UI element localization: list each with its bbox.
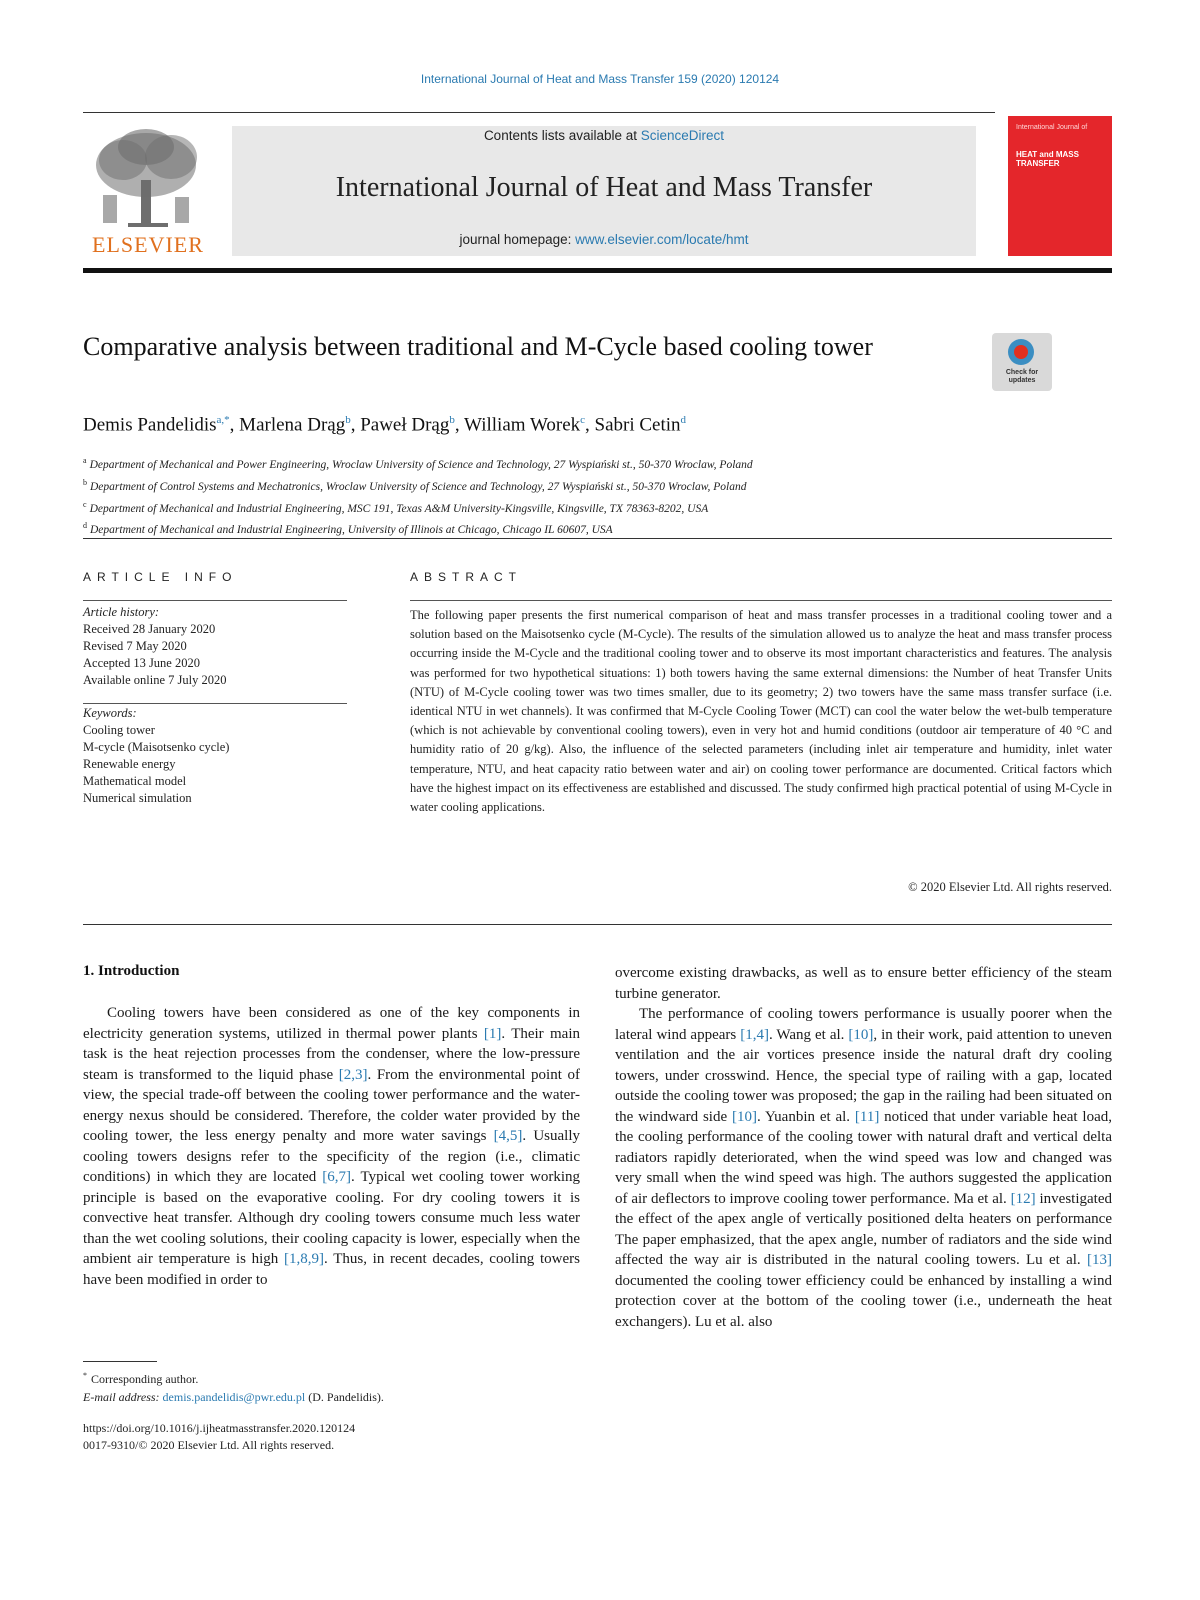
author-name[interactable]: Sabri Cetin xyxy=(594,414,681,436)
affiliation-text: Department of Mechanical and Industrial Engineering, University of Illinois at Chicago, Chicago IL 60607, USA xyxy=(90,524,613,537)
author-affiliation-marker[interactable]: d xyxy=(680,414,687,426)
abstract-heading: ABSTRACT xyxy=(410,570,523,584)
keywords-list xyxy=(83,722,347,807)
body-text: noticed that under variable heat load, the cooling performance of the cooling tower with natural draft and vertical delta radiators rapidly deteriorated, when the wind speed was low and changed was very small when the wind speed was high. The authors suggested the application of air deflectors to improve cooling tower performance. Ma et al. xyxy=(615,1108,1112,1207)
author-affiliation-marker[interactable]: b xyxy=(449,414,455,426)
homepage-prefix: journal homepage: xyxy=(459,232,576,247)
header-divider xyxy=(83,268,1112,273)
affiliation-item xyxy=(83,474,1103,496)
keyword-item: M-cycle (Maisotsenko cycle) xyxy=(83,740,230,754)
elsevier-wordmark: ELSEVIER xyxy=(92,232,204,257)
history-item: Accepted 13 June 2020 xyxy=(83,656,200,670)
body-text: . Usually cooling towers designs refer to the specificity of the region (i.e., climatic conditions) in which they are located xyxy=(83,1128,580,1185)
keywords-rule xyxy=(83,703,347,704)
affiliation-text: Department of Mechanical and Industrial Engineering, MSC 191, Texas A&M University-Kingsville, Kingsville, TX 78363-8202, USA xyxy=(89,502,709,515)
citation-link[interactable]: [10] xyxy=(731,1108,757,1125)
body-text: . Wang et al. xyxy=(768,1026,849,1043)
email-suffix: (D. Pandelidis). xyxy=(305,1390,384,1404)
body-text: investigated the effect of the apex angle of vertically positioned delta heaters on performance The paper emphasized, that the apex angle, number of radiators and the side wind affected the way air is distributed in the natural cooling towers. Lu et al. xyxy=(615,1190,1112,1268)
author-separator: , xyxy=(229,414,240,436)
contents-line xyxy=(232,128,976,143)
citation-link[interactable]: [11] xyxy=(854,1108,880,1125)
affiliation-marker: a xyxy=(83,456,87,465)
cover-title: HEAT and MASS TRANSFER xyxy=(1016,150,1079,168)
affiliation-list xyxy=(83,452,1103,539)
author-affiliation-marker[interactable]: a,* xyxy=(216,414,230,426)
citation-link[interactable]: [6,7] xyxy=(322,1169,351,1185)
body-paragraph xyxy=(615,963,1112,1004)
doi-block xyxy=(83,1420,583,1454)
affiliation-marker: d xyxy=(83,521,87,531)
email-note xyxy=(83,1388,583,1406)
affiliation-marker: b xyxy=(83,477,87,487)
journal-masthead xyxy=(232,126,976,256)
journal-homepage-link[interactable]: www.elsevier.com/locate/hmt xyxy=(575,232,749,247)
abstract-divider xyxy=(83,924,1112,925)
body-column-left xyxy=(83,1003,580,1290)
body-text: . Yuanbin et al. xyxy=(756,1108,855,1125)
body-text: . Typical wet cooling tower working principle is based on the evaporative cooling. For dry cooling towers it is convective heat transfer. Although dry cooling towers consume much less water than the wet cooling solutions, their cooling capacity is lower, especially when the ambient air temperature is high xyxy=(83,1169,580,1267)
footnote-marker: * xyxy=(83,1371,87,1380)
author-affiliation-marker[interactable]: b xyxy=(345,414,351,426)
affiliation-divider xyxy=(83,538,1112,539)
author-affiliation-marker[interactable]: c xyxy=(580,414,586,426)
crossmark-icon-center xyxy=(1014,345,1028,359)
history-label: Article history: xyxy=(83,605,160,619)
history-item: Revised 7 May 2020 xyxy=(83,639,187,653)
homepage-line xyxy=(232,232,976,247)
cover-small-text: International Journal of xyxy=(1016,124,1088,131)
body-text: Cooling towers have been considered as one of the key components in electricity generation systems, utilized in thermal power plants xyxy=(83,1005,580,1042)
author-name[interactable]: Marlena Drąg xyxy=(239,414,346,436)
article-info-heading: ARTICLE INFO xyxy=(83,570,238,584)
crossmark-icon xyxy=(1008,339,1034,365)
history-item: Available online 7 July 2020 xyxy=(83,673,227,687)
keywords-block xyxy=(83,705,347,807)
affiliation-text: Department of Mechanical and Power Engineering, Wroclaw University of Science and Technology, 27 Wyspiański st., 50-370 Wroclaw, Poland xyxy=(89,458,753,471)
keywords-label: Keywords: xyxy=(83,706,137,720)
history-list xyxy=(83,621,347,689)
body-text: . From the environmental point of view, the special trade-off between the cooling tower performance and the water-energy nexus should be considered. Therefore, the colder water provided by the cooling tower, the less energy penalty and more water savings xyxy=(83,1066,580,1144)
abstract-text: The following paper presents the first numerical comparison of heat and mass transfer processes in a traditional cooling tower and a solution based on the Maisotsenko cycle (M-Cycle). The results of the simulation allowed us to analyze the heat and mass transfer process occurring inside the M-Cycle and the traditional cooling tower and to observe its most important characteristics and features. The analysis was performed for two hypothetical situations: 1) both towers having the same external dimensions: the Number of heat Transfer Units (NTU) of M-Cycle cooling tower was two times smaller, due to its geometry; 2) two towers have the same mass transfer surface (i.e. identical NTU in wet channels). It was confirmed that M-Cycle Cooling Tower (MCT) can cool the water below the wet-bulb temperature (which is not achievable by conventional cooling towers), even in very hot and humid conditions (outdoor air temperature of 40 °C and humidity ratio of 20 g/kg). Also, the influence of the selected parameters (including inlet air temperature and humidity, inlet water temperature, NTU, and heat capacity ratio between water and air) on cooling tower performance are documented. Critical factors which have the highest impact on its effectiveness are established and discussed. The study confirmed high practical potential of using M-Cycle in water cooling applications. xyxy=(410,608,1112,815)
citation-link[interactable]: [4,5] xyxy=(493,1128,523,1144)
contents-prefix: Contents lists available at xyxy=(483,128,641,143)
abstract-copyright: © 2020 Elsevier Ltd. All rights reserved. xyxy=(908,880,1112,894)
body-text: . Thus, in recent decades, cooling towers have been modified in order to xyxy=(83,1251,581,1288)
article-info-rule xyxy=(83,600,347,601)
section-heading-introduction: 1. Introduction xyxy=(83,963,180,979)
keyword-item: Renewable energy xyxy=(83,757,176,771)
journal-reference-link[interactable]: International Journal of Heat and Mass Transfer 159 (2020) 120124 xyxy=(420,72,780,86)
body-paragraph xyxy=(615,1004,1112,1332)
email-link[interactable]: demis.pandelidis@pwr.edu.pl xyxy=(162,1390,306,1404)
crossmark-label: Check for updates xyxy=(1005,369,1039,384)
article-title: Comparative analysis between traditional and M-Cycle based cooling tower xyxy=(83,332,873,361)
affiliation-item xyxy=(83,496,1103,518)
citation-link[interactable]: [13] xyxy=(1087,1252,1112,1268)
body-text: The performance of cooling towers performance is usually poorer when the lateral wind appears xyxy=(615,1006,1112,1043)
citation-link[interactable]: [1] xyxy=(483,1025,502,1042)
citation-link[interactable]: [2,3] xyxy=(338,1066,368,1083)
author-name[interactable]: Demis Pandelidis xyxy=(83,414,217,436)
author-separator: , xyxy=(454,414,465,436)
journal-cover-thumbnail[interactable] xyxy=(1008,116,1112,256)
author-separator: , xyxy=(585,414,595,436)
corresponding-author-text: Corresponding author. xyxy=(91,1372,199,1386)
keyword-item: Cooling tower xyxy=(83,723,155,737)
affiliation-item xyxy=(83,452,1103,474)
affiliation-text: Department of Control Systems and Mechatronics, Wroclaw University of Science and Technology, 27 Wyspiański st., 50-370 Wroclaw, Poland xyxy=(90,480,747,493)
abstract-rule xyxy=(410,600,1112,601)
keyword-item: Numerical simulation xyxy=(83,791,192,805)
citation-link[interactable]: [10] xyxy=(848,1026,874,1043)
email-label: E-mail address: xyxy=(83,1390,163,1404)
corresponding-author-note xyxy=(83,1367,583,1388)
top-rule xyxy=(83,112,995,113)
author-name[interactable]: Paweł Drąg xyxy=(360,414,450,436)
author-separator: , xyxy=(350,414,361,436)
footnotes xyxy=(83,1367,583,1406)
doi-link[interactable]: https://doi.org/10.1016/j.ijheatmasstransfer.2020.120124 xyxy=(83,1421,356,1435)
citation-link[interactable]: [1,4] xyxy=(740,1026,769,1043)
citation-link[interactable]: [12] xyxy=(1010,1190,1036,1207)
article-history xyxy=(83,604,347,689)
body-text: . Their main task is the heat rejection processes from the condenser, where the low-pressure steam is transformed to the liquid phase xyxy=(83,1025,580,1083)
affiliation-marker: c xyxy=(83,499,87,509)
journal-title: International Journal of Heat and Mass Transfer xyxy=(335,172,873,203)
body-text: , in their work, paid attention to uneven ventilation and the air vortices presence inside the natural draft dry cooling towers, under crosswind. Hence, the special type of railing with a gap, located outside the cooling tower was proposed; the gap in the railing had been situated on the windward side xyxy=(615,1026,1112,1125)
footnote-rule xyxy=(83,1361,157,1362)
author-list xyxy=(83,414,1103,436)
body-text: overcome existing drawbacks, as well as to ensure better efficiency of the steam turbine generator. xyxy=(615,965,1112,1002)
issn-line: 0017-9310/© 2020 Elsevier Ltd. All rights reserved. xyxy=(83,1438,335,1452)
citation-link[interactable]: [1,8,9] xyxy=(284,1251,324,1267)
author-name[interactable]: William Worek xyxy=(464,414,581,436)
body-paragraph xyxy=(83,1003,580,1290)
body-text: documented the cooling tower efficiency could be enhanced by installing a wind protection cover at the bottom of the cooling tower (i.e., underneath the heat exchangers). Lu et al. also xyxy=(615,1272,1112,1330)
keyword-item: Mathematical model xyxy=(83,774,187,788)
history-item: Received 28 January 2020 xyxy=(83,622,216,636)
affiliation-item xyxy=(83,517,1103,539)
body-column-right xyxy=(615,963,1112,1332)
crossmark-badge[interactable] xyxy=(992,333,1052,391)
sciencedirect-link[interactable]: ScienceDirect xyxy=(640,128,725,143)
